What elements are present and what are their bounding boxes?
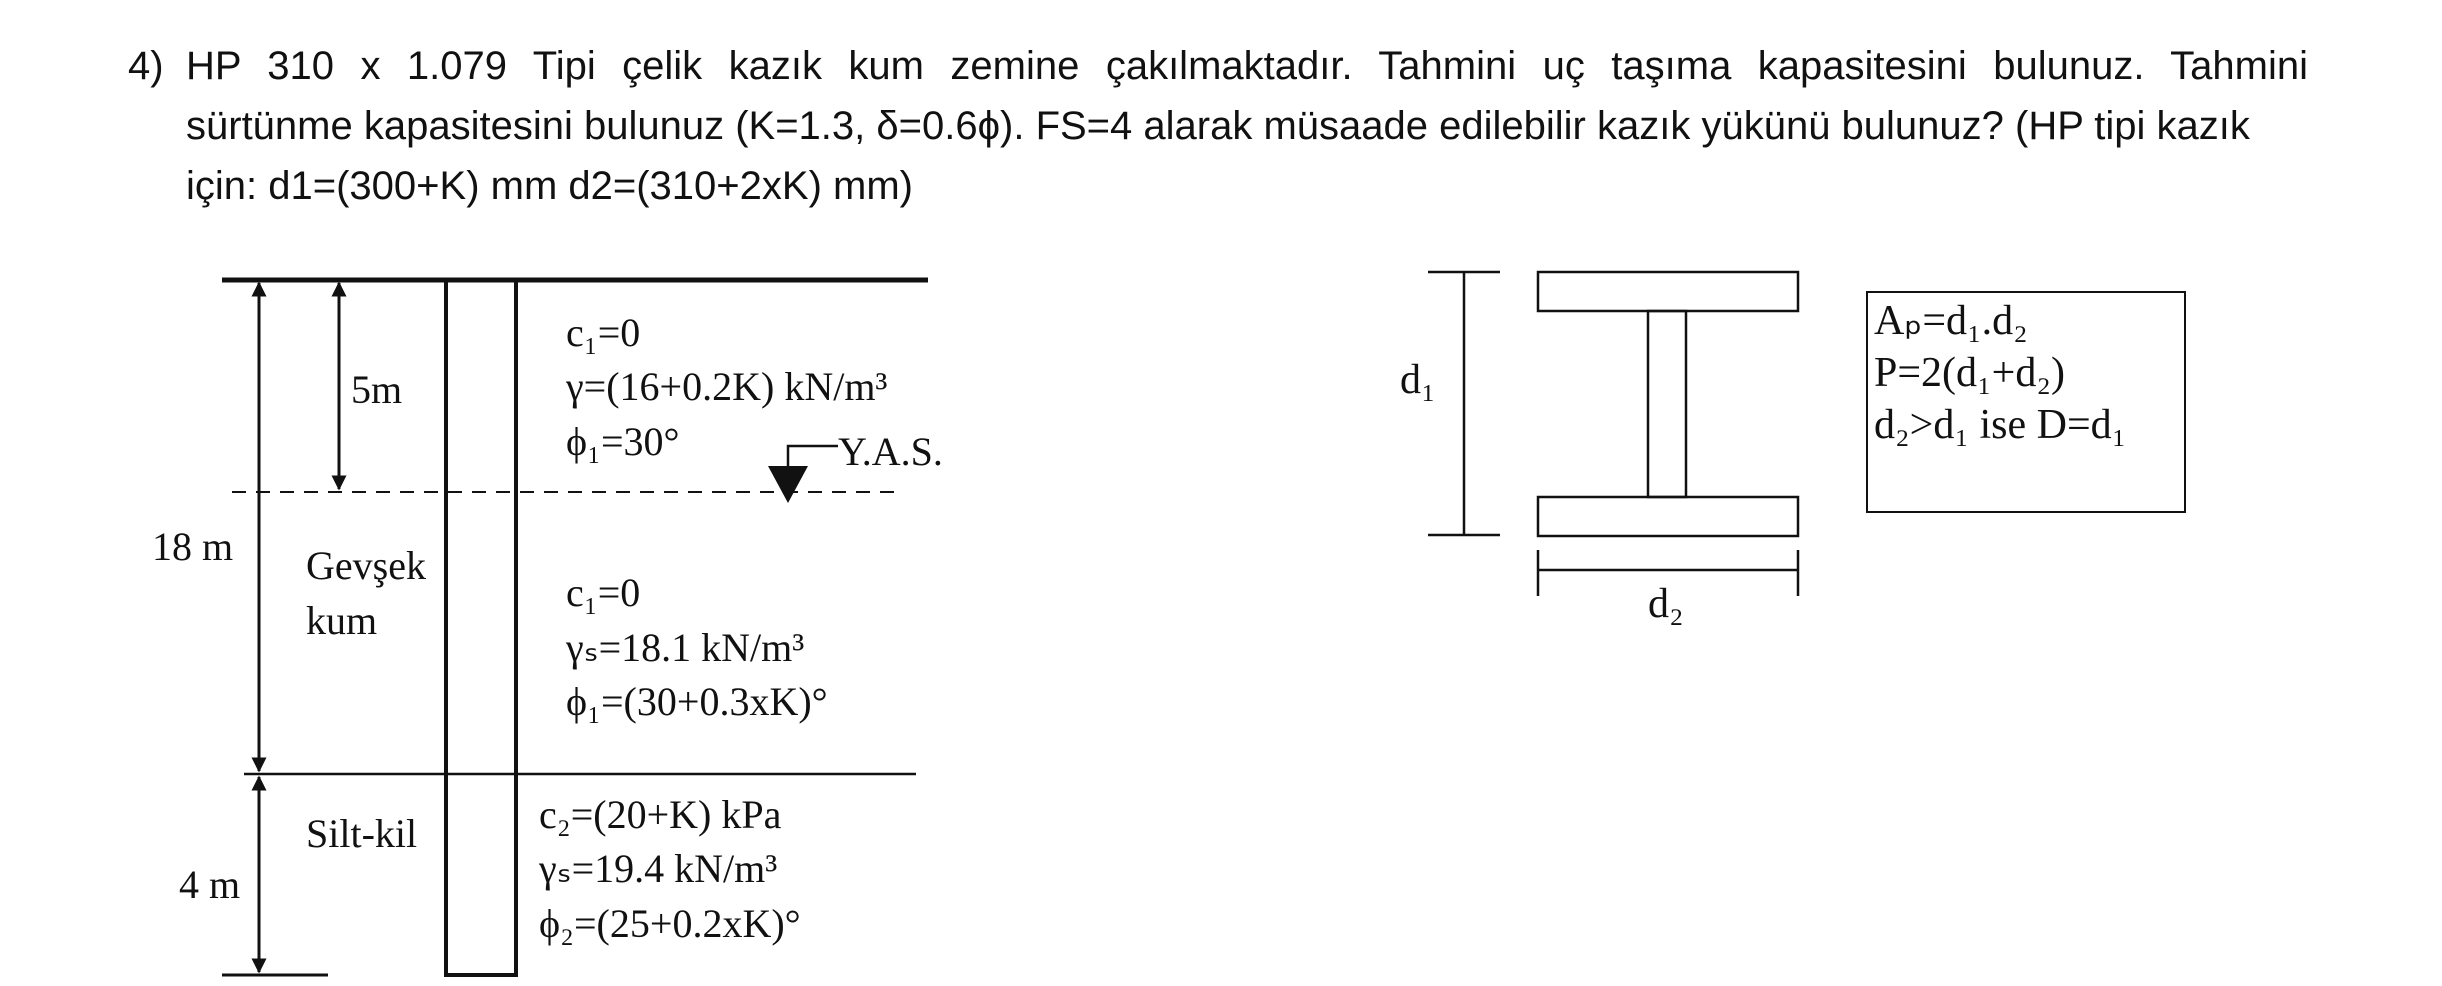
hp-section-drawing xyxy=(1428,272,1798,596)
top-prop-phi1: ϕ₁=30° xyxy=(566,419,680,464)
question-number: 4) xyxy=(128,44,164,88)
layer1-name-line2: kum xyxy=(306,598,378,643)
hp-web xyxy=(1648,311,1686,497)
sand-prop-c1: c₁=0 xyxy=(566,570,641,615)
hp-top-flange xyxy=(1538,272,1798,311)
question-line-1: HP 310 x 1.079 Tipi çelik kazık kum zemine çakılmaktadır. Tahmini uç taşıma kapasitesini bulunuz. Tahmini xyxy=(186,44,2308,88)
clay-prop-phi2: ϕ₂=(25+0.2xK)° xyxy=(539,901,801,946)
formula-area: Aₚ=d₁.d₂ xyxy=(1874,298,2028,344)
water-table-symbol-leader xyxy=(788,446,838,466)
label-d1: d₁ xyxy=(1400,357,1436,403)
formula-perimeter: P=2(d₁+d₂) xyxy=(1874,350,2065,396)
hp-bottom-flange xyxy=(1538,497,1798,536)
question-line-2: sürtünme kapasitesini bulunuz (K=1.3, δ=0.6ϕ). FS=4 alarak müsaade edilebilir kazık yükünü bulunuz? (HP tipi kazık xyxy=(186,104,2250,148)
formula-diameter-rule: d₂>d₁ ise D=d₁ xyxy=(1874,402,2127,448)
clay-prop-gamma: γₛ=19.4 kN/m³ xyxy=(539,846,778,891)
question-line-3: için: d1=(300+K) mm d2=(310+2xK) mm) xyxy=(186,164,913,208)
dim-label-18m: 18 m xyxy=(152,524,234,569)
pile xyxy=(446,280,516,975)
top-prop-gamma: γ=(16+0.2K) kN/m³ xyxy=(566,364,888,409)
sand-prop-gamma: γₛ=18.1 kN/m³ xyxy=(566,625,805,670)
dim-label-5m: 5m xyxy=(351,367,403,412)
water-table-label: Y.A.S. xyxy=(838,429,943,474)
top-prop-c1: c₁=0 xyxy=(566,310,641,355)
layer1-name-line1: Gevşek xyxy=(306,543,426,588)
dim-label-4m: 4 m xyxy=(179,862,241,907)
clay-prop-c2: c₂=(20+K) kPa xyxy=(539,792,782,837)
layer2-name: Silt-kil xyxy=(306,811,418,856)
water-table-symbol xyxy=(768,466,808,503)
formula-box xyxy=(1866,291,2186,513)
sand-prop-phi1: ϕ₁=(30+0.3xK)° xyxy=(566,679,828,724)
label-d2: d₂ xyxy=(1648,581,1684,627)
